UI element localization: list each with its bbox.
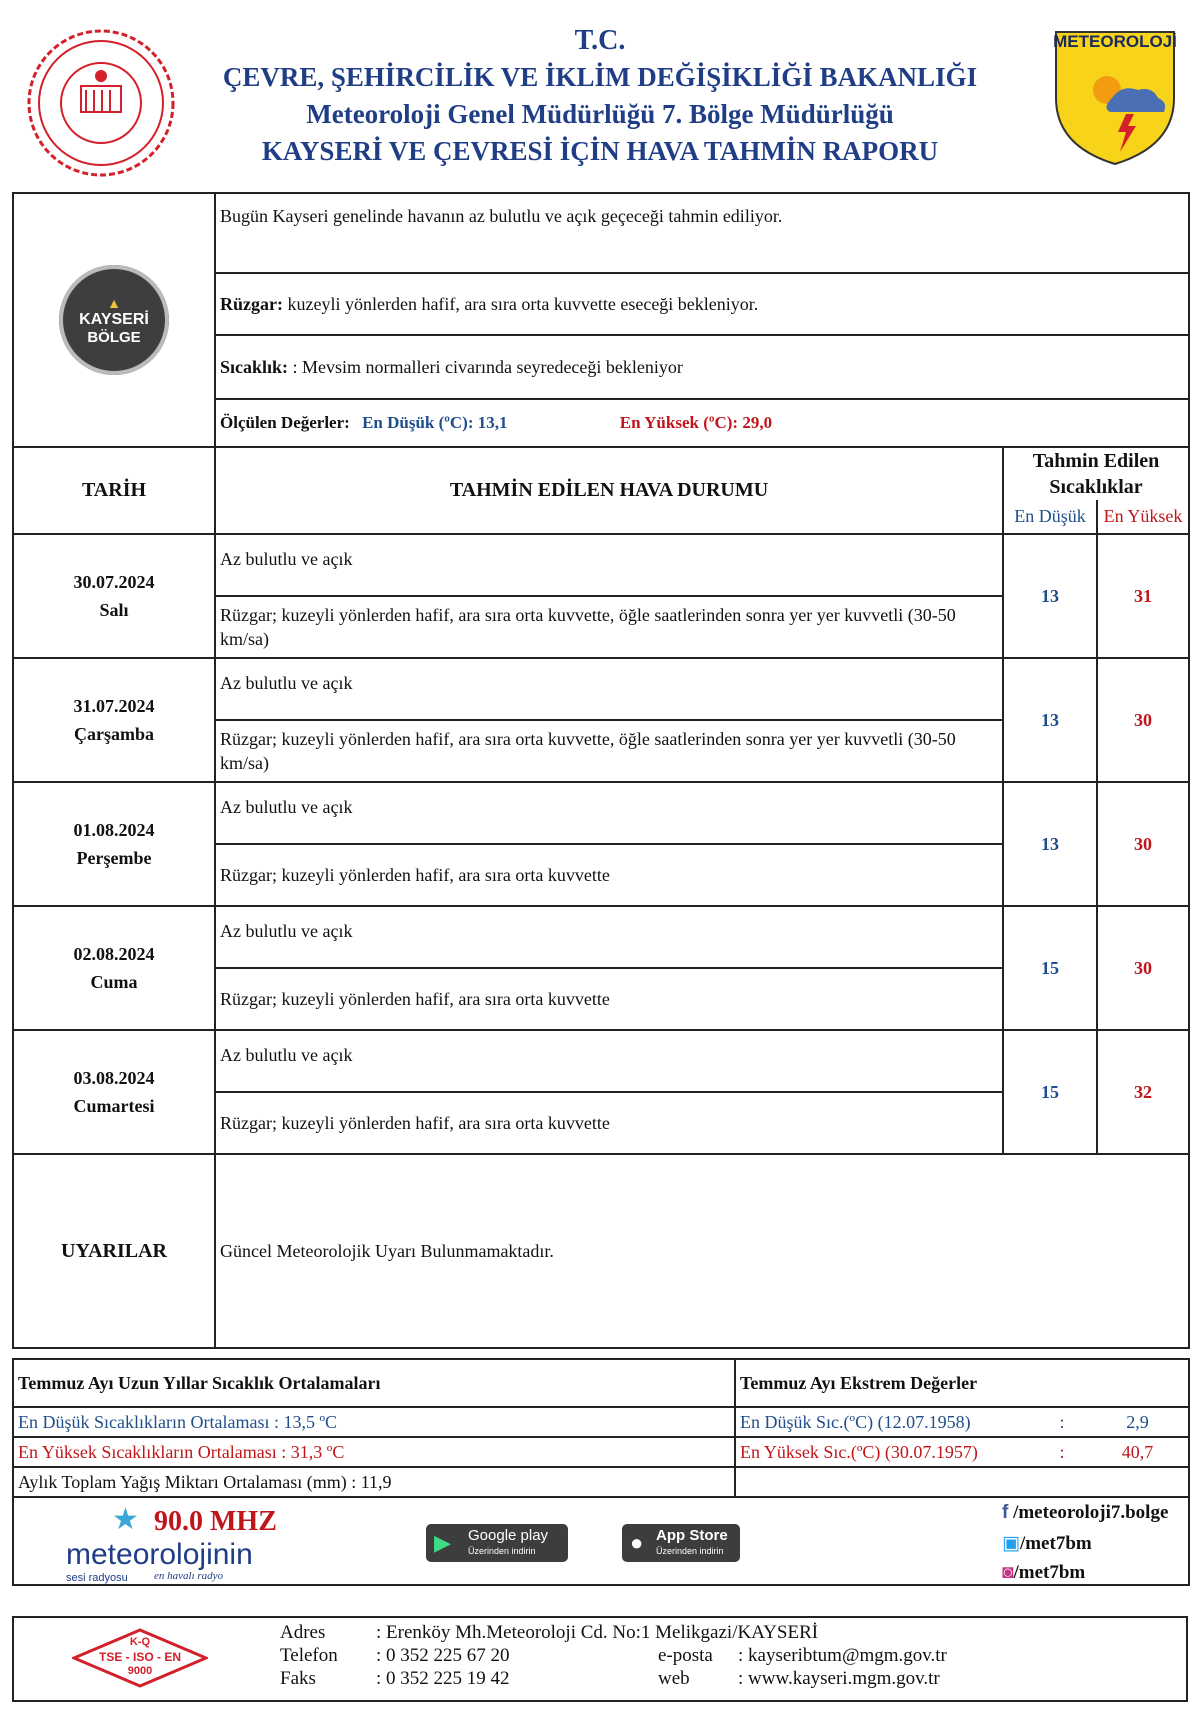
meteoroloji-shield-logo	[1052, 28, 1178, 168]
kayseri-bolge-badge	[59, 265, 169, 375]
radio-slogan: en havalı radyo	[154, 1570, 224, 1582]
app-store-button[interactable]	[622, 1524, 740, 1562]
date-header: TARİH	[13, 447, 215, 534]
instagram-icon: ◙	[1002, 1562, 1014, 1583]
temp-text: : Mevsim normalleri civarında seyredeceği bekleniyor	[288, 356, 683, 377]
stats-empty	[735, 1467, 1189, 1497]
forecast-table	[12, 192, 1190, 1349]
app-store-subtitle: Üzerinden indirin	[656, 1546, 724, 1556]
cert-mid: TSE - ISO - EN	[98, 1650, 181, 1664]
twitter-icon: ▣	[1002, 1533, 1020, 1554]
day-2-date-cell	[13, 658, 215, 782]
temp-label: Sıcaklık:	[220, 356, 289, 377]
badge-line1: KAYSERİ	[79, 310, 149, 328]
facebook-link[interactable]: f /meteoroloji7.bolge	[1002, 1502, 1169, 1523]
day-2-wind: Rüzgar; kuzeyli yönlerden hafif, ara sıra orta kuvvette, öğle saatlerinden sonra yer yer kuvvetli (30-50 km/sa)	[215, 720, 1003, 782]
day-3-min: 13	[1003, 782, 1097, 906]
day-1-wind: Rüzgar; kuzeyli yönlerden hafif, ara sıra orta kuvvette, öğle saatlerinden sonra yer yer kuvvetli (30-50 km/sa)	[215, 596, 1003, 658]
day-4-date-cell	[13, 906, 215, 1030]
stats-right-title: Temmuz Ayı Ekstrem Değerler	[735, 1359, 1189, 1407]
day-5-date-cell	[13, 1030, 215, 1154]
ext-min-value: 2,9	[1087, 1407, 1189, 1437]
report-header	[180, 22, 1020, 170]
google-play-icon: ▶	[434, 1530, 451, 1555]
day-date: 31.07.2024	[73, 696, 155, 716]
fax-label: Faks	[280, 1668, 316, 1689]
day-1-max: 31	[1097, 534, 1189, 658]
ext-max-value: 40,7	[1087, 1437, 1189, 1467]
measured-min: En Düşük (ºC): 13,1	[362, 413, 508, 432]
day-date: 03.08.2024	[73, 1068, 155, 1088]
app-store-title: App Store	[656, 1527, 728, 1544]
address-value: : Erenköy Mh.Meteoroloji Cd. No:1 Melikgazi/KAYSERİ	[376, 1622, 819, 1643]
ext-max-label: En Yüksek Sıc.(ºC) (30.07.1957)	[735, 1437, 1037, 1467]
day-4-min: 15	[1003, 906, 1097, 1030]
radio-subtitle: sesi radyosu	[66, 1572, 128, 1584]
radio-frequency: 90.0 MHZ	[154, 1506, 277, 1537]
day-5-wind: Rüzgar; kuzeyli yönlerden hafif, ara sıra orta kuvvette	[215, 1092, 1003, 1154]
summary-temperature	[215, 335, 1189, 399]
wind-text: kuzeyli yönlerden hafif, ara sıra orta kuvvette eseceği bekleniyor.	[282, 293, 759, 314]
day-date: 30.07.2024	[73, 572, 155, 592]
header-line-tc: T.C.	[574, 25, 626, 56]
day-3-date-cell	[13, 782, 215, 906]
header-line-ministry: ÇEVRE, ŞEHİRCİLİK VE İKLİM DEĞİŞİKLİĞİ BAKANLIĞI	[222, 62, 978, 92]
warnings-label: UYARILAR	[13, 1154, 215, 1348]
apple-icon: ●	[630, 1530, 644, 1555]
email-value[interactable]: : kayseribtum@mgm.gov.tr	[738, 1645, 947, 1666]
badge-star-icon: ▲	[107, 294, 121, 311]
instagram-link[interactable]: ◙/met7bm	[1002, 1562, 1086, 1583]
day-date: 02.08.2024	[73, 944, 155, 964]
day-1-min: 13	[1003, 534, 1097, 658]
email-label: e-posta	[658, 1645, 713, 1666]
web-label: web	[658, 1668, 690, 1689]
facebook-icon: f	[1002, 1502, 1009, 1523]
radio-star-icon: ★	[112, 1503, 139, 1536]
day-3-max: 30	[1097, 782, 1189, 906]
twitter-link[interactable]: ▣/met7bm	[1002, 1533, 1092, 1554]
day-name: Perşembe	[76, 848, 152, 868]
fax-value: : 0 352 225 19 42	[376, 1668, 510, 1689]
badge-line2: BÖLGE	[87, 328, 141, 346]
day-4-max: 30	[1097, 906, 1189, 1030]
day-2-min: 13	[1003, 658, 1097, 782]
day-name: Cumartesi	[73, 1096, 155, 1116]
day-3-wind: Rüzgar; kuzeyli yönlerden hafif, ara sıra orta kuvvette	[215, 844, 1003, 906]
summary-general: Bugün Kayseri genelinde havanın az bulutlu ve açık geçeceği tahmin ediliyor.	[215, 193, 1189, 273]
google-play-title: Google play	[468, 1527, 549, 1544]
address-label: Adres	[280, 1622, 326, 1643]
warnings-text: Güncel Meteorolojik Uyarı Bulunmamaktadır.	[215, 1154, 1189, 1348]
phone-value: : 0 352 225 67 20	[376, 1645, 510, 1666]
ministry-seal-logo	[26, 28, 176, 178]
header-line-report-title: KAYSERİ VE ÇEVRESİ İÇİN HAVA TAHMİN RAPORU	[261, 136, 939, 166]
ext-min-colon: :	[1037, 1407, 1087, 1437]
wind-label: Rüzgar:	[220, 293, 283, 314]
measured-label: Ölçülen Değerler:	[220, 413, 350, 432]
day-name: Çarşamba	[74, 724, 154, 744]
day-5-min: 15	[1003, 1030, 1097, 1154]
day-1-date-cell	[13, 534, 215, 658]
radio-name: meteorolojinin	[66, 1538, 253, 1571]
day-3-sky: Az bulutlu ve açık	[215, 782, 1003, 844]
web-value[interactable]: : www.kayseri.mgm.gov.tr	[738, 1668, 940, 1689]
phone-label: Telefon	[280, 1645, 338, 1666]
day-4-sky: Az bulutlu ve açık	[215, 906, 1003, 968]
day-2-max: 30	[1097, 658, 1189, 782]
measured-values	[215, 399, 1189, 447]
min-header: En Düşük	[1003, 500, 1097, 534]
cert-top: K-Q	[129, 1636, 151, 1648]
day-4-wind: Rüzgar; kuzeyli yönlerden hafif, ara sıra orta kuvvette	[215, 968, 1003, 1030]
cert-bot: 9000	[127, 1665, 153, 1677]
google-play-button[interactable]	[426, 1524, 568, 1562]
header-line-directorate: Meteoroloji Genel Müdürlüğü 7. Bölge Müdürlüğü	[306, 99, 894, 129]
day-5-sky: Az bulutlu ve açık	[215, 1030, 1003, 1092]
rain-average: Aylık Toplam Yağış Miktarı Ortalaması (mm) : 11,9	[13, 1467, 735, 1497]
meteoroloji-logo-text: METEOROLOJİ	[1053, 32, 1177, 51]
forecast-header: TAHMİN EDİLEN HAVA DURUMU	[215, 447, 1003, 534]
day-date: 01.08.2024	[73, 820, 155, 840]
day-2-sky: Az bulutlu ve açık	[215, 658, 1003, 720]
ext-max-colon: :	[1037, 1437, 1087, 1467]
max-header: En Yüksek	[1097, 500, 1189, 534]
badge-cell	[13, 193, 215, 447]
tse-certificate-logo	[72, 1628, 208, 1688]
radio-logo	[64, 1503, 284, 1586]
avg-min: En Düşük Sıcaklıkların Ortalaması : 13,5 ºC	[13, 1407, 735, 1437]
avg-max: En Yüksek Sıcaklıkların Ortalaması : 31,3 ºC	[13, 1437, 735, 1467]
day-name: Salı	[99, 600, 129, 620]
google-play-subtitle: Üzerinden indirin	[468, 1546, 536, 1556]
measured-max: En Yüksek (ºC): 29,0	[619, 413, 773, 432]
stats-left-title: Temmuz Ayı Uzun Yıllar Sıcaklık Ortalamaları	[13, 1359, 735, 1407]
day-name: Cuma	[90, 972, 138, 992]
ext-min-label: En Düşük Sıc.(ºC) (12.07.1958)	[735, 1407, 1037, 1437]
day-1-sky: Az bulutlu ve açık	[215, 534, 1003, 596]
summary-wind	[215, 273, 1189, 335]
temps-header: Tahmin Edilen Sıcaklıklar	[1003, 447, 1189, 500]
day-5-max: 32	[1097, 1030, 1189, 1154]
